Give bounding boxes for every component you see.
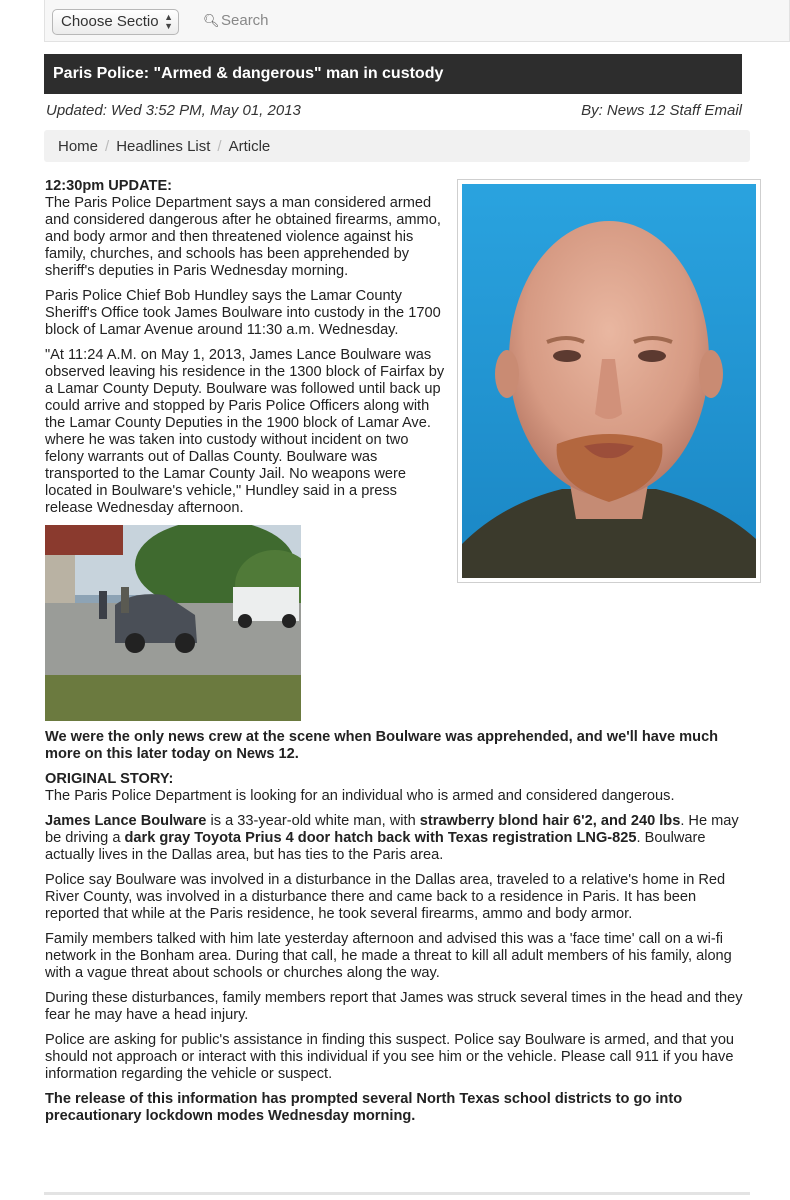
search-input[interactable] <box>201 9 790 35</box>
select-arrows-icon: ▲ ▼ <box>164 12 173 31</box>
paragraph-7: Family members talked with him late yesterday afternoon and advised this was a 'face time' call on a wi-fi network in the Bonham area. During that call, he made a threat to kill all adult members of his family, along with a vague threat about schools or churches along the way. <box>45 931 732 981</box>
updated-timestamp: Updated: Wed 3:52 PM, May 01, 2013 <box>46 102 301 119</box>
arrest-scene-photo <box>45 525 301 721</box>
breadcrumb-home[interactable]: Home <box>58 138 99 155</box>
paragraph-5 <box>45 813 751 864</box>
scene-note-text: We were the only news crew at the scene when Boulware was apprehended, and we'll have much more on this later today on News 12. <box>45 729 719 762</box>
breadcrumb-separator: / <box>217 138 222 155</box>
top-toolbar <box>44 0 790 42</box>
paragraph-8: During these disturbances, family members report that James was struck several times in the head and they fear he may have a head injury. <box>45 990 743 1023</box>
paragraph-3: "At 11:24 A.M. on May 1, 2013, James Lance Boulware was observed leaving his residence in the 1300 block of Fairfax by a Lamar County Deputy. Boulware was followed until back up could arrive and stopped by Paris Police Officers along with the Lamar County Deputies in the 1900 block of Lamar Ave. where he was taken into custody without incident on two felony warrants out of Dallas County. Boulware was transported to the Lamar County Jail. No weapons were located in Boulware's vehicle," Hundley said in a press release Wednesday afternoon. <box>45 347 445 516</box>
paragraph-1: The Paris Police Department says a man considered armed and considered dangerous after he obtained firearms, ammo, and body armor and then threatened violence against his family, churches, and schools has been apprehended by sheriff's deputies in Paris Wednesday morning. <box>45 195 441 279</box>
closing-text: The release of this information has prompted several North Texas school districts to go into precautionary lockdown modes Wednesday morning. <box>45 1091 683 1124</box>
section-select-value: Choose Sectio <box>61 13 159 30</box>
update-heading: 12:30pm UPDATE: <box>45 178 173 194</box>
byline[interactable]: By: News 12 Staff Email <box>581 102 742 119</box>
suspect-name: James Lance Boulware <box>45 813 207 829</box>
footer-divider <box>44 1192 750 1195</box>
paragraph-4: The Paris Police Department is looking for an individual who is armed and considered dangerous. <box>45 788 675 804</box>
paragraph-6: Police say Boulware was involved in a disturbance in the Dallas area, traveled to a relative's home in Red River County, was involved in a disturbance there and came back to a residence in Paris. It has been reported that while at the Paris residence, he took several firearms, ammo and body armor. <box>45 872 726 922</box>
breadcrumb <box>44 130 750 162</box>
paragraph-5-text-a: is a 33-year-old white man, with <box>206 813 420 829</box>
original-story <box>45 771 751 805</box>
breadcrumb-article: Article <box>228 138 271 155</box>
article-title: Paris Police: "Armed & dangerous" man in custody <box>44 54 742 94</box>
update-paragraph <box>45 178 447 280</box>
paragraph-5-text-b: . He may be driving a <box>45 813 739 846</box>
breadcrumb-headlines[interactable]: Headlines List <box>116 138 211 155</box>
article-body <box>45 178 751 1133</box>
closing-paragraph <box>45 1091 751 1125</box>
section-select[interactable] <box>52 9 179 35</box>
search-icon: 🔍︎ <box>203 13 220 28</box>
vehicle-description: dark gray Toyota Prius 4 door hatch back with Texas registration LNG-825 <box>124 830 637 846</box>
suspect-description: strawberry blond hair 6'2, and 240 lbs <box>419 813 681 829</box>
original-heading: ORIGINAL STORY: <box>45 771 174 787</box>
paragraph-5-text-c: . Boulware actually lives in the Dallas area, but has ties to the Paris area. <box>45 830 706 863</box>
paragraph-9: Police are asking for public's assistance in finding this suspect. Police say Boulware is armed, and that you should not approach or interact with this individual if you see him or the vehicle. Please call 911 if you have information regarding the vehicle or suspect. <box>45 1032 735 1082</box>
scene-note <box>45 729 751 763</box>
search-placeholder: Search <box>221 12 269 29</box>
paragraph-2: Paris Police Chief Bob Hundley says the Lamar County Sheriff's Office took James Boulware into custody in the 1700 block of Lamar Avenue around 11:30 a.m. Wednesday. <box>45 288 441 338</box>
breadcrumb-separator: / <box>105 138 110 155</box>
